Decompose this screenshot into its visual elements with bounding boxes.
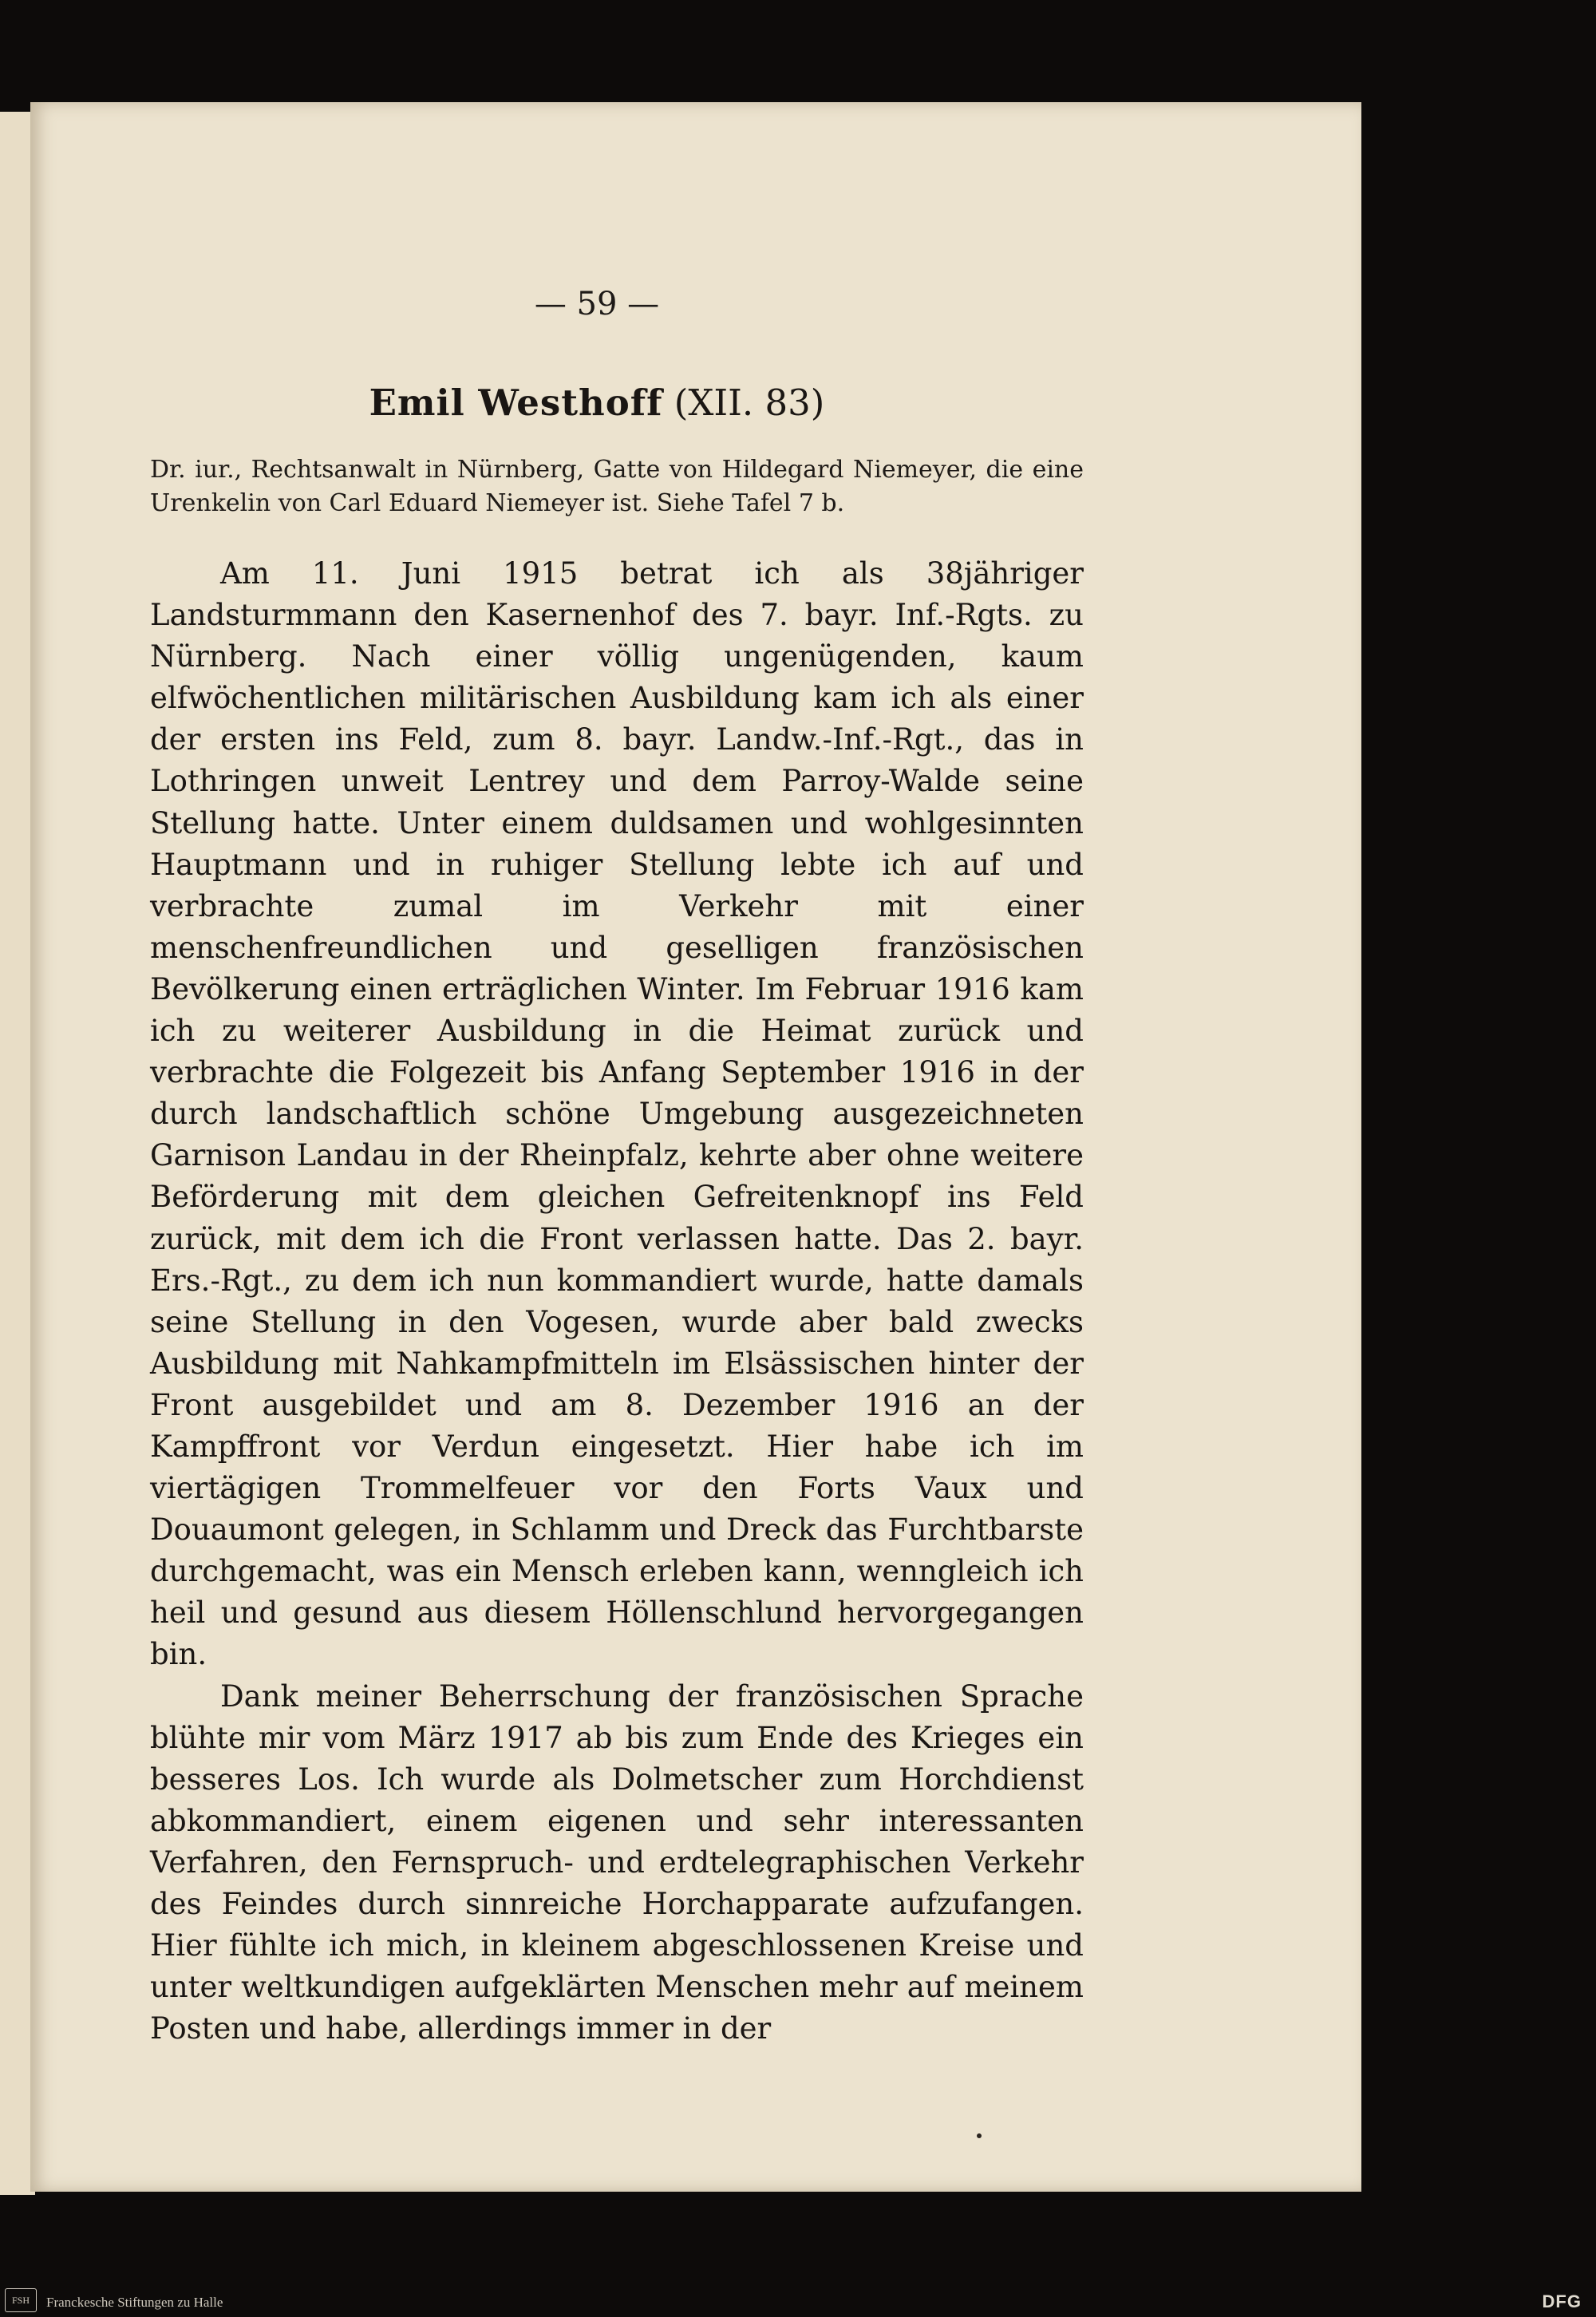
institution-name: Franckesche Stiftungen zu Halle bbox=[46, 2295, 223, 2310]
paper-speck bbox=[977, 2133, 982, 2138]
paragraph: Dank meiner Beherrschung der französischen Sprache blühte mir vom März 1917 ab bis zum Ende des Krieges ein besseres Los. Ich wurde als Dolmetscher zum Horchdienst abkommandiert, einem eigenen und sehr interessanten Verfahren, den Fernspruch- und erdtelegraphischen Verkehr des Feindes durch sinnreiche Horchapparate aufzufangen. Hier fühlte ich mich, in kleinem abgeschlossenen Kreise und unter weltkundigen aufgeklärten Menschen mehr auf meinem Posten und habe, allerdings immer in der bbox=[150, 1678, 1084, 2046]
paragraph: Am 11. Juni 1915 betrat ich als 38jähriger Landsturmmann den Kasernenhof des 7. bayr. Inf.-Rgts. zu Nürnberg. Nach einer völlig ungenügenden, kaum elfwöchentlichen militärischen Ausbildung kam ich als einer der ersten ins Feld, zum 8. bayr. Landw.-Inf.-Rgt., das in Lothringen unweit Lentrey und dem Parroy-Walde seine Stellung hatte. Unter einem duldsamen und wohlgesinnten Hauptmann und in ruhiger Stellung lebte ich auf und verbrachte zumal im Verkehr mit einer menschenfreundlichen und geselligen französischen Bevölkerung einen erträglichen Winter. Im Februar 1916 kam ich zu weiterer Ausbildung in die Heimat zurück und verbrachte die Folgezeit bis Anfang September 1916 in der durch landschaftlich schöne Umgebung ausgezeichneten Garnison Landau in der Rheinpfalz, kehrte aber ohne weitere Beförderung mit dem gleichen Gefreitenknopf ins Feld zurück, mit dem ich die Front verlassen hatte. Das 2. bayr. Ers.-Rgt., zu dem ich nun kommandiert wurde, hatte damals seine Stellung in den Vogesen, wurde aber bald zwecks Ausbildung mit Nahkampfmitteln im Elsässischen hinter der Front ausgebildet und am 8. Dezember 1916 an der Kampffront vor Verdun eingesetzt. Hier habe ich im viertägigen Trommelfeuer vor den Forts Vaux und Douaumont gelegen, in Schlamm und Dreck das Furchtbarste durchgemacht, was ein Mensch erleben kann, wenngleich ich heil und gesund aus diesem Höllenschlund hervorgegangen bin. bbox=[150, 556, 1084, 1672]
entry-name: Emil Westhoff bbox=[369, 382, 663, 424]
entry-subtitle: Dr. iur., Rechtsanwalt in Nürnberg, Gatte von Hildegard Niemeyer, die eine Urenkelin von Carl Eduard Niemeyer ist. Siehe Tafel 7 b. bbox=[150, 456, 1084, 517]
dfg-logo: DFG bbox=[1542, 2291, 1582, 2311]
entry-reference: (XII. 83) bbox=[674, 382, 825, 424]
body-text bbox=[150, 553, 1084, 2050]
viewer-footer bbox=[0, 2287, 1596, 2317]
page-number: — 59 — bbox=[534, 286, 660, 322]
entry-heading bbox=[30, 382, 1163, 424]
book-page bbox=[30, 102, 1361, 2192]
institution-logo-icon: FSH bbox=[5, 2288, 37, 2312]
